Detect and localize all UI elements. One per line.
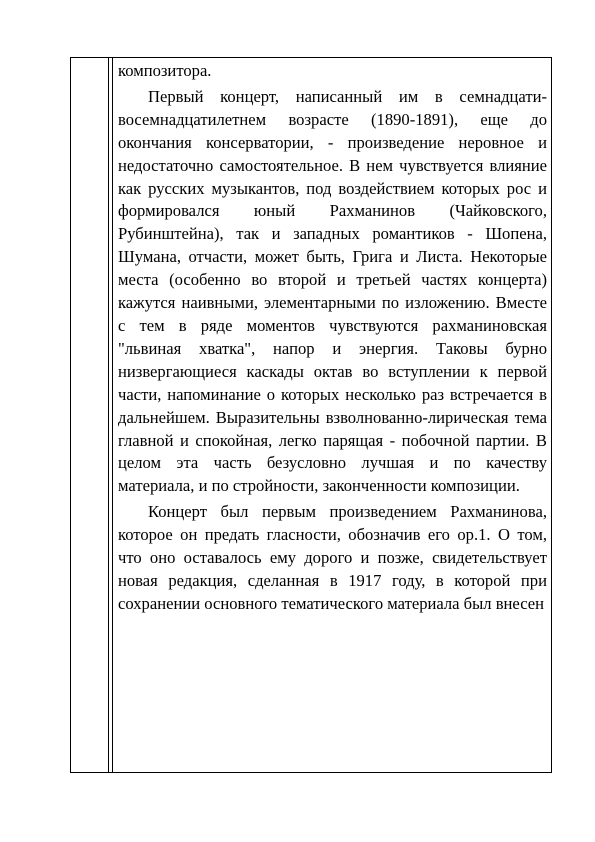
text-cell <box>118 60 547 616</box>
paragraph-continuation: композитора. <box>118 61 212 80</box>
paragraph-first-concerto: Первый концерт, написанный им в семнадцати-восемнадцатилетнем возрасте (1890-1891), еще до окончания консерватории, - произведение неровное и недостаточно самостоятельное. В нем чувствуется влияние как русских музыкантов, под воздействием которых рос и формировался юный Рахманинов (Чайковского, Рубинштейна), так и западных романтиков - Шопена, Шумана, отчасти, может быть, Грига и Листа. Некоторые места (особенно во второй и третьей частях концерта) кажутся наивными, элементарными по изложению. Вместе с тем в ряде моментов чувствуются рахманиновская "львиная хватка", напор и энергия. Таковы бурно низвергающиеся каскады октав во вступлении к первой части, напоминание о которых несколько раз встречается в дальнейшем. Выразительны взволнованно-лирическая тема главной и спокойная, легко парящая - побочной партии. В целом эта часть безусловно лучшая и по качеству материала, и по стройности, законченности композиции. <box>118 86 547 496</box>
table-column-2 <box>109 58 113 773</box>
paragraph-opus-1: Концерт был первым произведением Рахманинова, которое он предать гласности, обозначив его ор.1. О том, что оно оставалось ему дорого и позже, свидетельствует новая редакция, сделанная в 1917 году, в которой при сохранении основного тематического материала был внесен <box>118 502 547 613</box>
table-column-1 <box>71 58 109 773</box>
table-bottom-border <box>70 772 552 773</box>
